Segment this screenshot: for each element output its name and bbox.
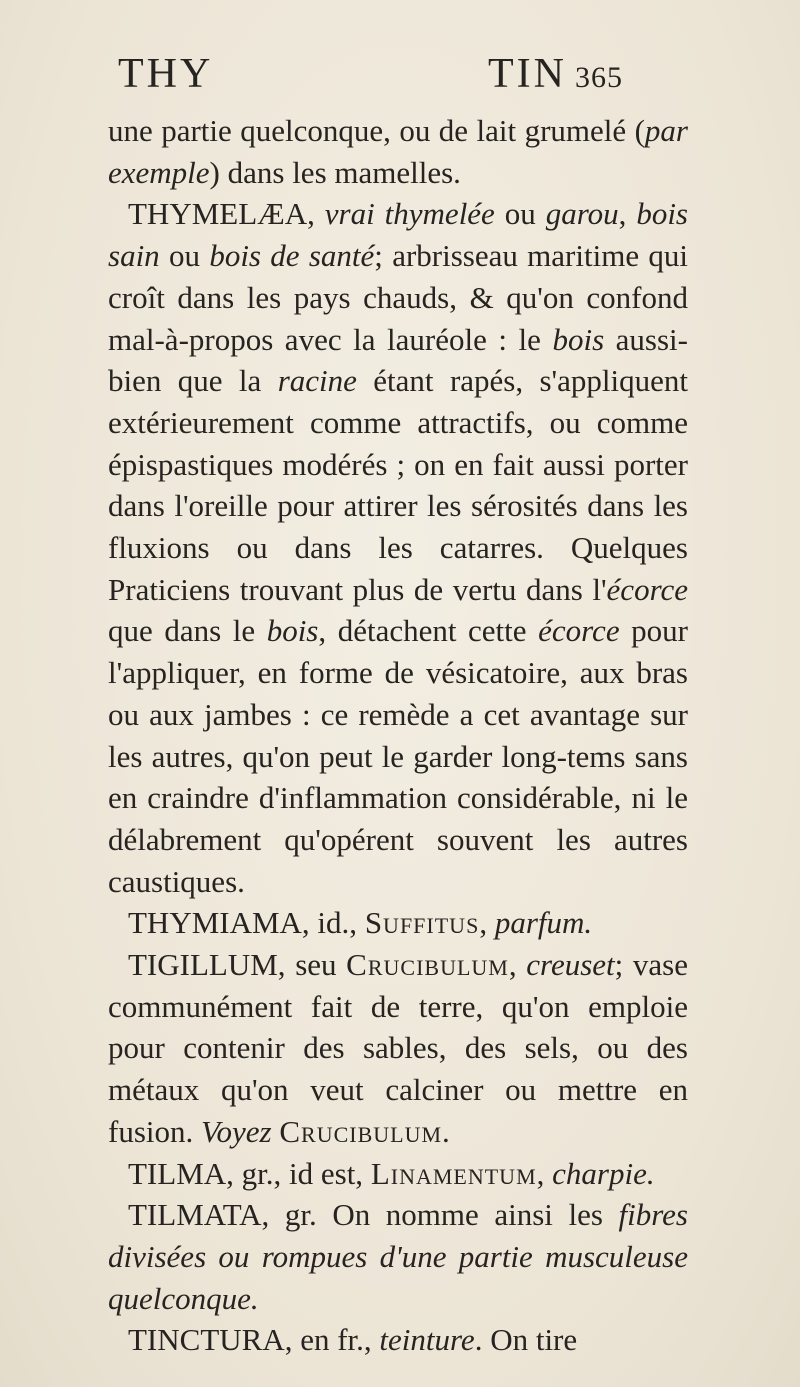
text-run: , (508, 947, 527, 983)
text-run: bois de santé (209, 238, 375, 274)
text-run: Linamentum (370, 1155, 537, 1191)
text-run: TINCTURA, en fr., (128, 1322, 380, 1358)
header-left-word: THY (118, 51, 214, 97)
text-run: teinture (379, 1322, 475, 1358)
text-run: , (479, 905, 495, 941)
header-right-word: TIN (488, 51, 567, 97)
text-run: Crucibulum. (279, 1113, 451, 1149)
text-run: Voyez (201, 1113, 272, 1149)
entry-thymiama (108, 902, 688, 944)
text-run: écorce (538, 613, 620, 649)
text-run: creuset (526, 947, 615, 983)
text-run: garou (545, 196, 619, 232)
text-run: bois sain (108, 196, 688, 274)
text-run: Crucibulum (346, 947, 509, 983)
text-run: ; arbrisseau maritime qui croît dans les pays chauds, & qu'on confond mal-à-propos avec la lauréole : le (108, 238, 689, 357)
text-run: ) dans les mamelles. (209, 154, 461, 190)
entry-tilma (108, 1153, 688, 1195)
text-run: Suffitus (364, 905, 480, 941)
text-run: une partie quelconque, ou de lait grumelé ( (108, 113, 645, 148)
text-run: parfum. (494, 905, 593, 941)
text-run: THYMELÆA, (128, 196, 325, 232)
text-run: TILMATA, gr. On nomme ainsi les (128, 1197, 619, 1233)
text-run: ou (159, 238, 210, 274)
entry-tigillum (108, 944, 688, 1153)
text-run: . On tire (474, 1322, 578, 1358)
running-header (118, 50, 698, 100)
text-run: que dans le (108, 613, 267, 649)
entry-tilmata (108, 1194, 688, 1319)
header-right (488, 50, 623, 98)
text-run: écorce (606, 571, 688, 607)
text-run: aussi-bien que la (108, 321, 688, 399)
text-run: bois (266, 613, 319, 649)
entry-tinctura (108, 1319, 688, 1361)
text-run: étant rapés, s'appliquent extérieurement comme attractifs, ou comme épispastiques modérés ; on en fait aussi porter dans l'oreille pour attirer les sérosités dans les fluxions ou dans les catarres. Quelques Praticiens trouvant plus de vertu dans l' (108, 363, 688, 607)
text-run: THYMIAMA, id., (128, 905, 365, 941)
text-run: bois (552, 321, 605, 357)
text-run: pour l'appliquer, en forme de vésicatoire, aux bras ou aux jambes : ce remède a cet avantage sur les autres, qu'on peut le garder long-tems sans en craindre d'inflammation considérable, ni le délabrement qu'opérent souvent les autres caustiques. (108, 613, 688, 899)
text-run: vrai thymelée (324, 196, 495, 232)
entry-thymelaea (108, 193, 688, 902)
text-run: ; vase communément fait de terre, qu'on emploie pour contenir des sables, des sels, ou des métaux qu'on veut calciner ou mettre en fusion. (108, 947, 688, 1149)
dictionary-text (108, 110, 688, 1361)
text-run: charpie. (552, 1155, 655, 1191)
text-run: fibres divisées ou rompues d'une partie musculeuse quelconque. (108, 1197, 688, 1316)
text-run: par exemple (108, 113, 688, 190)
text-run: , détachent cette (318, 613, 539, 649)
text-run: , (618, 196, 637, 232)
page-number: 365 (574, 61, 623, 94)
text-run: TILMA, gr., id est, (128, 1155, 371, 1191)
text-run: racine (277, 363, 357, 399)
entry-cont (108, 110, 688, 193)
text-run: TIGILLUM, seu (128, 947, 347, 983)
text-run: ou (494, 196, 546, 232)
text-run: , (536, 1155, 553, 1191)
